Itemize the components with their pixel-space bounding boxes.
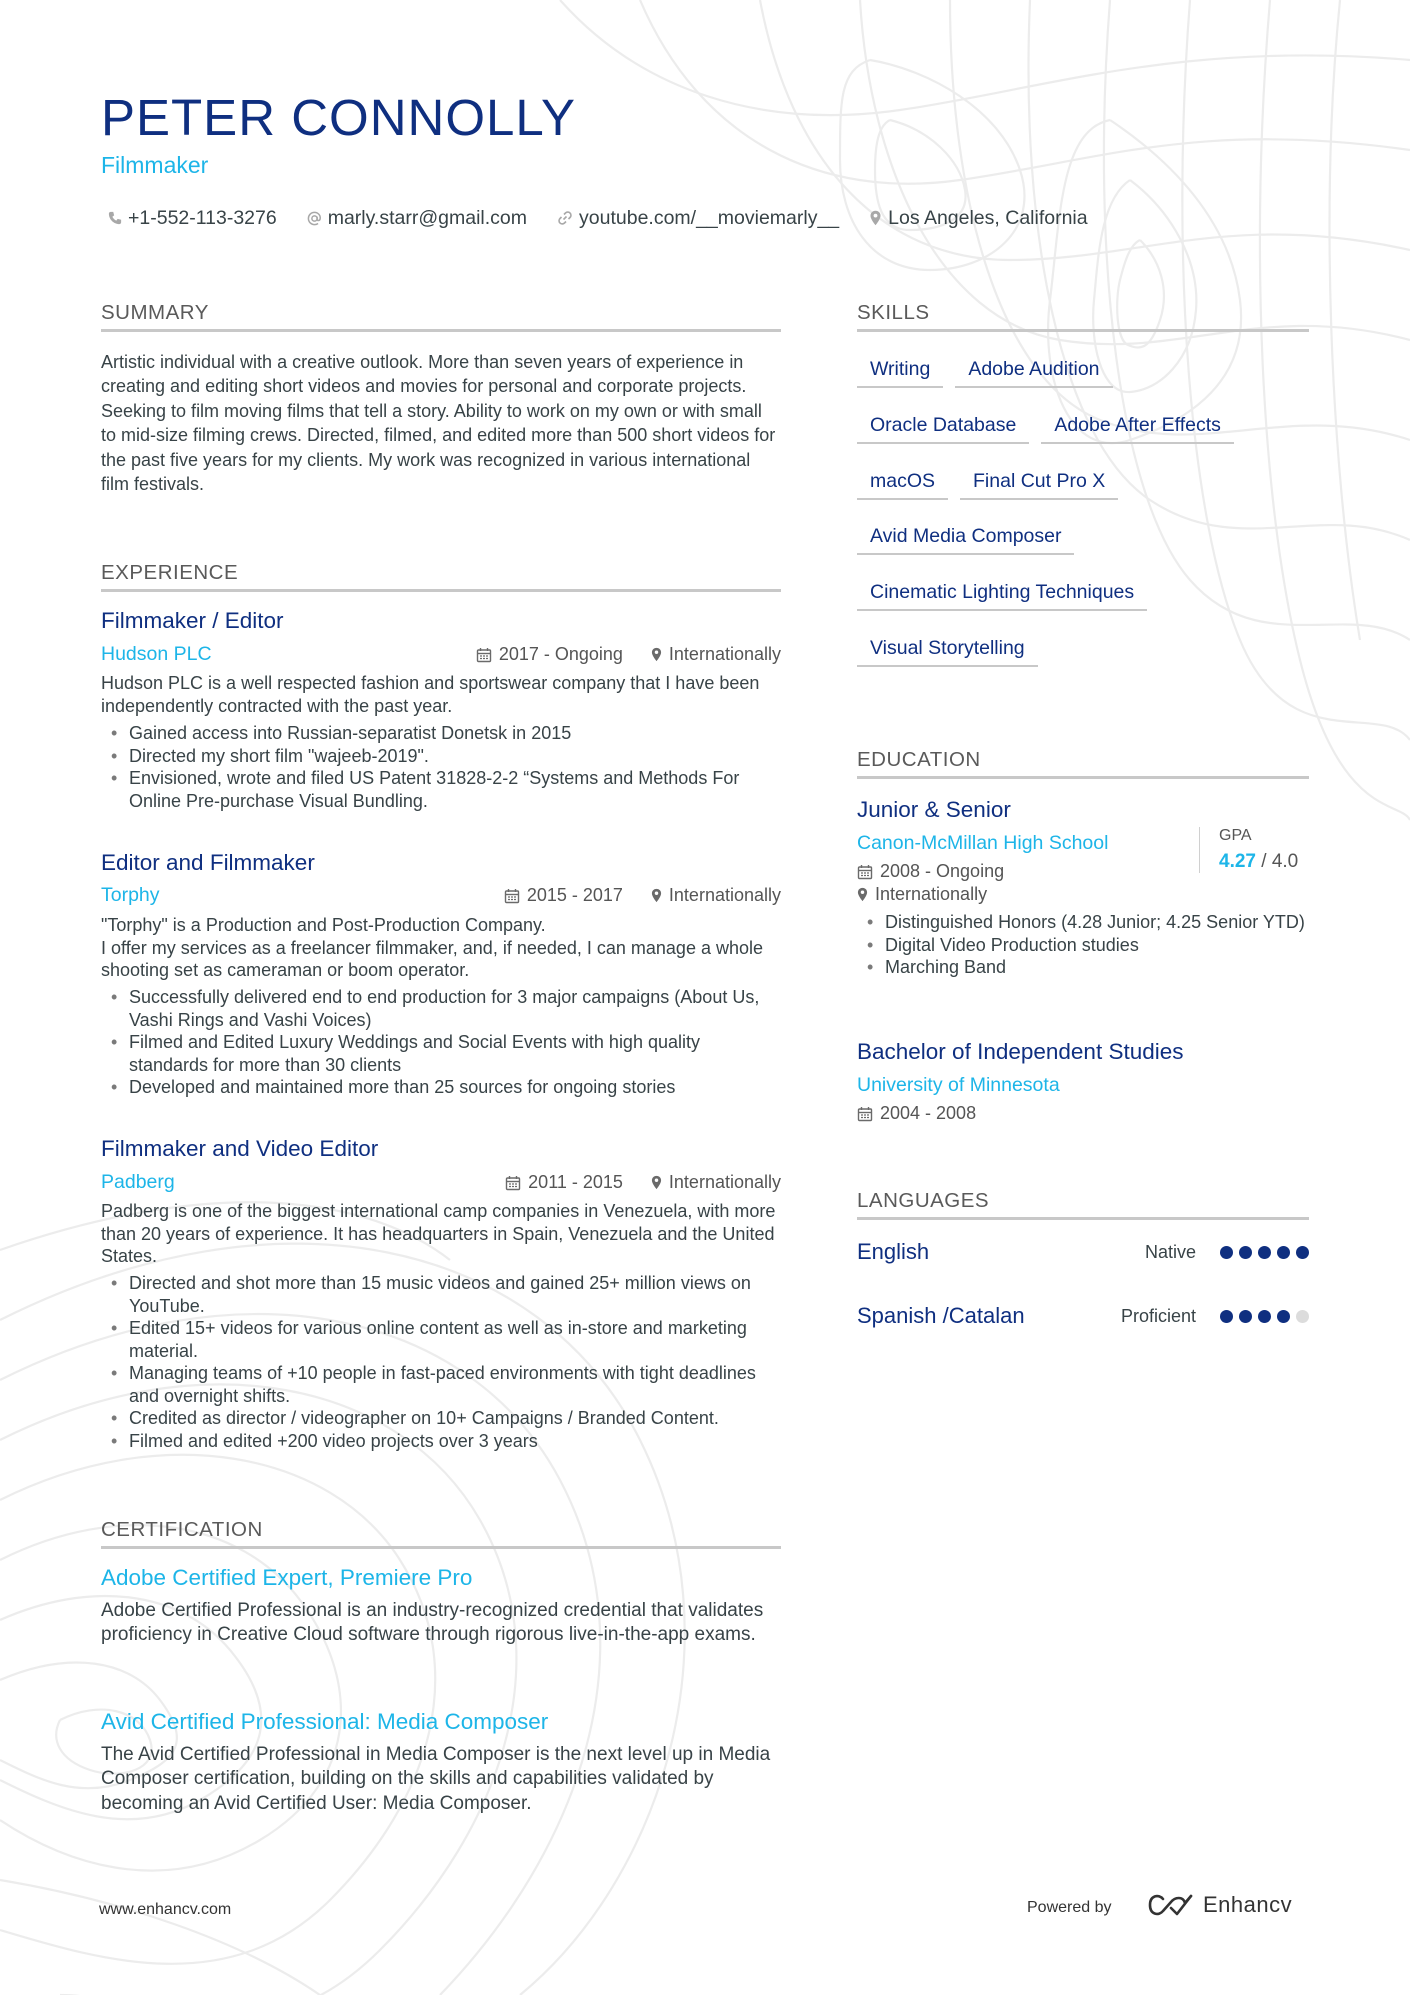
job-dates: 2015 - 2017 [526,885,623,905]
location-pin-icon [651,647,662,662]
skills-heading: SKILLS [857,300,1309,332]
job-dates: 2011 - 2015 [528,1172,623,1192]
language-name: English [857,1239,930,1264]
calendar-icon [505,1175,521,1191]
language-rating [1214,1246,1309,1259]
certification-description: The Avid Certified Professional in Media Composer is the next level up in Media Composer certification, building on the skills and capabilities validated by becoming an Avid Certified User: Media Composer. [101,1744,771,1814]
list-item: • Gained access into Russian-separatist Donetsk in 2015 [101,722,781,745]
language-rating [1214,1310,1309,1323]
rating-dot-filled [1277,1310,1290,1323]
footer-url[interactable]: www.enhancv.com [99,1901,232,1918]
list-item: • Distinguished Honors (4.28 Junior; 4.25 Senior YTD) [857,911,1317,934]
job-title: Filmmaker and Video Editor [101,1136,379,1161]
skill-row [857,464,1327,520]
skill-tag: Cinematic Lighting Techniques [857,575,1147,611]
job-bullets [101,1272,781,1452]
gpa-max: / 4.0 [1261,851,1299,872]
job-location: Internationally [668,1172,781,1192]
powered-by-label: Powered by [1027,1899,1112,1916]
certification-title: Adobe Certified Expert, Premiere Pro [101,1565,473,1590]
job-company: Torphy [101,884,160,906]
gpa-label: GPA [1219,827,1252,844]
skill-tag: Adobe Audition [955,352,1112,388]
job-bullets [101,986,781,1099]
list-item: • Developed and maintained more than 25 sources for ongoing stories [101,1076,781,1099]
location-pin-icon [857,887,868,902]
job-description: Padberg is one of the biggest international camp companies in Venezuela, with more than 20 years of experience. It has headquarters in Spain, Venezuela and the United States. [101,1201,776,1266]
location-pin-icon [651,888,662,903]
job-meta [476,644,781,665]
education-degree: Junior & Senior [857,797,1011,822]
gpa-score: 4.27 [1219,851,1256,872]
skill-tag: Adobe After Effects [1041,408,1234,444]
job-location: Internationally [668,644,781,664]
calendar-icon [857,1106,873,1122]
list-item: • Edited 15+ videos for various online content as well as in-store and marketing material. [101,1317,781,1362]
link-text: youtube.com/__moviemarly__ [579,206,840,229]
list-item: • Filmed and Edited Luxury Weddings and Social Events with high quality standards for more than 30 clients [101,1031,781,1076]
enhancv-logo-icon [1147,1892,1195,1918]
experience-heading: EXPERIENCE [101,560,781,592]
candidate-title: Filmmaker [101,152,209,178]
calendar-icon [857,864,873,880]
certification-description: Adobe Certified Professional is an industry-recognized credential that validates proficiency in Creative Cloud software through rigorous live-in-the-app exams. [101,1600,764,1646]
education-dates-text: 2008 - Ongoing [880,861,1005,881]
job-bullets [101,722,781,812]
language-level: Native [1144,1241,1196,1262]
rating-dot-filled [1239,1246,1252,1259]
rating-dot-empty [1296,1310,1309,1323]
skill-tag: macOS [857,464,948,500]
certification-heading: CERTIFICATION [101,1517,781,1549]
phone-icon [108,211,122,225]
education-school: Canon-McMillan High School [857,832,1109,854]
job-dates: 2017 - Ongoing [498,644,623,664]
language-level: Proficient [1120,1305,1196,1326]
education-location-text: Internationally [875,884,988,904]
brand-name: Enhancv [1203,1892,1293,1917]
list-item: • Directed my short film "wajeeb-2019". [101,745,781,768]
list-item: • Envisioned, wrote and filed US Patent 31828-2-2 “Systems and Methods For Online Pre-purchase Visual Bundling. [101,767,781,812]
education-bullets [857,911,1317,979]
languages-heading: LANGUAGES [857,1188,1309,1220]
location-pin-icon [869,210,882,226]
job-company: Hudson PLC [101,643,212,665]
summary-heading: SUMMARY [101,300,781,332]
link-icon [557,210,573,226]
skill-row [857,575,1327,631]
job-title: Filmmaker / Editor [101,608,284,633]
job-title: Editor and Filmmaker [101,850,315,875]
list-item: • Managing teams of +10 people in fast-paced environments with tight deadlines and overnight shifts. [101,1362,781,1407]
skill-tag: Writing [857,352,943,388]
gpa-box [1199,827,1298,873]
skill-row [857,408,1327,464]
rating-dot-filled [1239,1310,1252,1323]
rating-dot-filled [1220,1246,1233,1259]
job-meta [505,1172,781,1193]
skill-tag: Oracle Database [857,408,1029,444]
contact-phone[interactable] [108,207,277,230]
calendar-icon [476,647,492,663]
rating-dot-filled [1296,1246,1309,1259]
gpa-value [1219,851,1298,873]
skill-row [857,631,1327,687]
list-item: • Successfully delivered end to end production for 3 major campaigns (About Us, Vashi Rings and Vashi Voices) [101,986,781,1031]
skill-tag: Avid Media Composer [857,519,1074,555]
job-company: Padberg [101,1171,175,1193]
at-icon [307,211,322,226]
language-row [857,1237,1309,1267]
rating-dot-filled [1258,1310,1271,1323]
rating-dot-filled [1277,1246,1290,1259]
list-item: • Filmed and edited +200 video projects over 3 years [101,1430,781,1453]
skill-row [857,519,1327,575]
certification-title: Avid Certified Professional: Media Composer [101,1709,549,1734]
calendar-icon [504,888,520,904]
education-heading: EDUCATION [857,747,1309,779]
skill-row [857,352,1327,408]
contact-bar [108,204,1118,232]
email-text: marly.starr@gmail.com [327,206,528,229]
language-row [857,1301,1309,1331]
contact-email[interactable] [307,207,527,230]
skill-tag: Visual Storytelling [857,631,1038,667]
education-dates [857,1103,976,1124]
job-meta [504,885,781,906]
education-dates-text: 2004 - 2008 [880,1103,977,1123]
job-description: "Torphy" is a Production and Post-Production Company. I offer my services as a freelancer filmmaker, and, if needed, I can manage a whole shooting set as cameraman or boom operator. [101,915,764,980]
job-location: Internationally [668,885,781,905]
language-name: Spanish /Catalan [857,1303,1025,1328]
skills-list [857,352,1327,687]
list-item: • Directed and shot more than 15 music videos and gained 25+ million views on YouTube. [101,1272,781,1317]
location-text: Los Angeles, California [888,206,1088,229]
list-item: • Marching Band [857,956,1317,979]
skill-tag: Final Cut Pro X [960,464,1118,500]
education-location [857,884,987,905]
list-item: • Credited as director / videographer on 10+ Campaigns / Branded Content. [101,1407,781,1430]
education-degree: Bachelor of Independent Studies [857,1039,1184,1064]
education-school: University of Minnesota [857,1074,1060,1096]
brand-logo[interactable] [1147,1892,1292,1918]
rating-dot-filled [1258,1246,1271,1259]
candidate-name: PETER CONNOLLY [101,89,576,146]
contact-link[interactable] [557,207,839,230]
list-item: • Digital Video Production studies [857,934,1317,957]
location-pin-icon [651,1175,662,1190]
contact-location [869,207,1087,230]
rating-dot-filled [1220,1310,1233,1323]
job-description: Hudson PLC is a well respected fashion and sportswear company that I have been independently contracted with the past year. [101,673,760,716]
phone-text: +1-552-113-3276 [128,206,277,229]
summary-text: Artistic individual with a creative outlook. More than seven years of experience in creating and editing short videos and movies for personal and corporate projects. Seeking to film moving films that tell a story. Ability to work on my own or with small to mid-size filming crews. Directed, filmed, and edited more than 500 short videos for the past five years for my clients. My work was recognized in various international film festivals. [101,352,776,495]
education-dates [857,861,1004,882]
